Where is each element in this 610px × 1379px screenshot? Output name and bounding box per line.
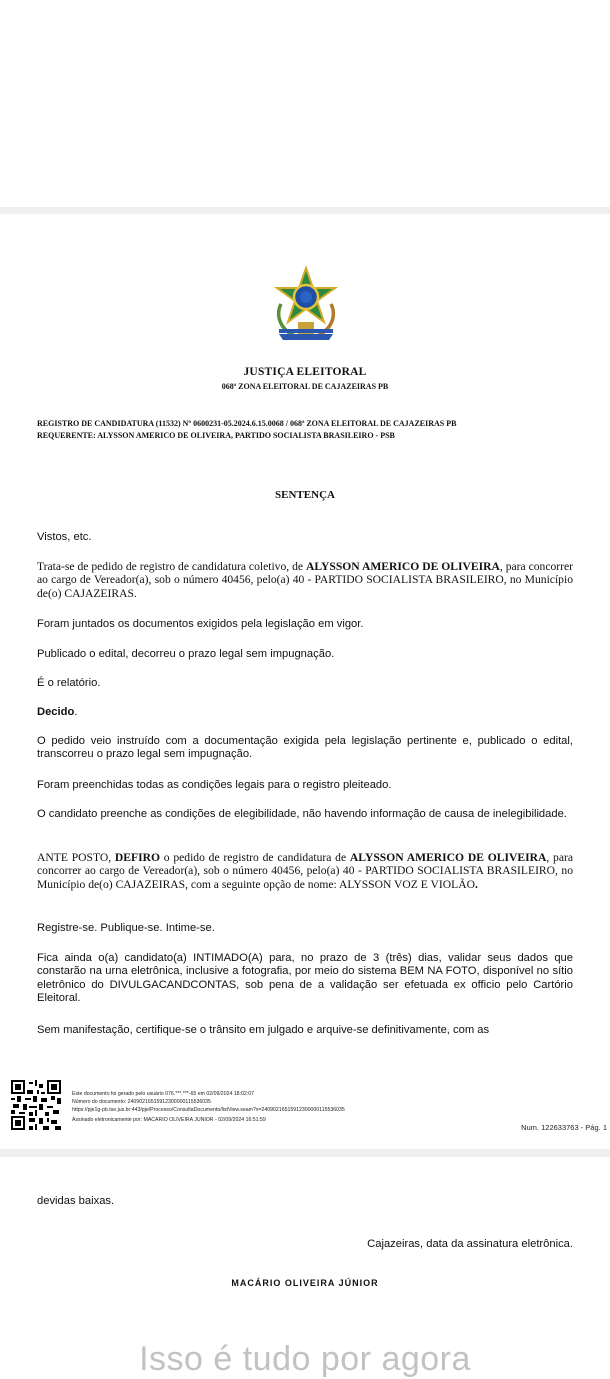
footer-signed-by: Assinado eletronicamente por: MACARIO OLIVEIRA JUNIOR - 02/09/2024 16:51:59 bbox=[72, 1117, 266, 1123]
footer-document-link[interactable]: https://pje1g-pb.tse.jus.br:443/pje/Processo/ConsultaDocumento/listView.seam?x=24090216515912300000115536035 bbox=[72, 1107, 345, 1113]
registro-line: REGISTRO DE CANDIDATURA (11532) Nº 0600231-05.2024.6.15.0068 / 068ª ZONA ELEITORAL DE CAJAZEIRAS PB bbox=[37, 419, 457, 428]
trata-text-a: Trata-se de pedido de registro de candidatura coletivo, de bbox=[37, 560, 306, 573]
qr-code-icon bbox=[11, 1080, 61, 1130]
defiro-label: DEFIRO bbox=[114, 851, 160, 864]
ante-text-b: o pedido de registro de candidatura de bbox=[159, 851, 350, 864]
paragraph-sem-manifestacao: Sem manifestação, certifique-se o trânsito em julgado e arquive-se definitivamente, com as bbox=[37, 1024, 490, 1036]
candidate-name-2: ALYSSON AMERICO DE OLIVEIRA bbox=[349, 851, 547, 864]
paragraph-registre: Registre-se. Publique-se. Intime-se. bbox=[37, 922, 215, 934]
paragraph-trata bbox=[37, 560, 573, 600]
header-title: JUSTIÇA ELEITORAL bbox=[243, 366, 367, 378]
requerente-line: REQUERENTE: ALYSSON AMERICO DE OLIVEIRA, PARTIDO SOCIALISTA BRASILEIRO - PSB bbox=[37, 431, 395, 440]
ante-dot: . bbox=[474, 877, 478, 891]
decido-dot: . bbox=[74, 706, 78, 718]
sentenca-title: SENTENÇA bbox=[275, 489, 335, 501]
document-page-2 bbox=[0, 1157, 610, 1378]
footer-generated-by: Este documento foi gerado pelo usuário 076.***.***-65 em 02/09/2024 18:02:07 bbox=[72, 1091, 254, 1097]
paragraph-vistos: Vistos, etc. bbox=[37, 531, 92, 543]
paragraph-pedido: O pedido veio instruído com a documentação exigida pela legislação pertinente e, publicado o edital, transcorreu o prazo legal sem impugnação. bbox=[37, 735, 573, 761]
candidate-name: ALYSSON AMERICO DE OLIVEIRA bbox=[305, 560, 500, 573]
document-page-1 bbox=[0, 214, 610, 1149]
paragraph-fica: Fica ainda o(a) candidato(a) INTIMADO(A) para, no prazo de 3 (três) dias, validar seus dados que constarão na urna eletrônica, inclusive a fotografia, por meio do sistema BEM NA FOTO, disponível no sítio eletrônico do DIVULGACANDCONTAS, sob pena de a validação ser efetuada ex officio pelo Cartório Eleitoral. bbox=[37, 952, 573, 1005]
blank-top-area bbox=[0, 0, 610, 207]
paragraph-candidato: O candidato preenche as condições de elegibilidade, não havendo informação de causa de inelegibilidade. bbox=[37, 808, 567, 820]
trata-text-b: , para concorrer ao cargo de Vereador(a), sob o número 40456, pelo(a) 40 - PARTIDO SOCIALISTA BRASILEIRO, no Município de(o) CAJAZEIRAS. bbox=[37, 560, 574, 600]
paragraph-ante-posto bbox=[37, 851, 573, 891]
footer-document-number: Número do documento: 24090216515912300000115536035 bbox=[72, 1099, 211, 1105]
paragraph-cajazeiras-data: Cajazeiras, data da assinatura eletrônica. bbox=[367, 1238, 573, 1250]
paragraph-relatorio: É o relatório. bbox=[37, 677, 101, 689]
page-separator bbox=[0, 207, 610, 214]
decido-label: Decido bbox=[37, 706, 75, 718]
ante-text-a: ANTE POSTO, bbox=[37, 851, 115, 864]
page-number: Num. 122633763 - Pág. 1 bbox=[521, 1123, 607, 1132]
paragraph-foram-juntados: Foram juntados os documentos exigidos pela legislação em vigor. bbox=[37, 618, 364, 630]
paragraph-publicado: Publicado o edital, decorreu o prazo legal sem impugnação. bbox=[37, 648, 335, 660]
page-separator bbox=[0, 1149, 610, 1157]
paragraph-preenchidas: Foram preenchidas todas as condições legais para o registro pleiteado. bbox=[37, 779, 392, 791]
end-of-content-overlay: Isso é tudo por agora bbox=[139, 1340, 471, 1378]
header-subtitle: 068ª ZONA ELEITORAL DE CAJAZEIRAS PB bbox=[221, 382, 389, 391]
ante-text-c: , para concorrer ao cargo de Vereador(a), sob o número 40456, pelo(a) 40 - PARTIDO SOCIALISTA BRASILEIRO, no Município de(o) CAJAZEIRAS, com a seguinte opção de nome: ALYSSON VOZ E VIOLÃO bbox=[37, 851, 574, 891]
paragraph-decido bbox=[37, 706, 573, 719]
brasao-icon bbox=[273, 266, 339, 342]
signature-name: MACÁRIO OLIVEIRA JÚNIOR bbox=[231, 1278, 379, 1288]
paragraph-devidas-baixas: devidas baixas. bbox=[37, 1195, 115, 1207]
